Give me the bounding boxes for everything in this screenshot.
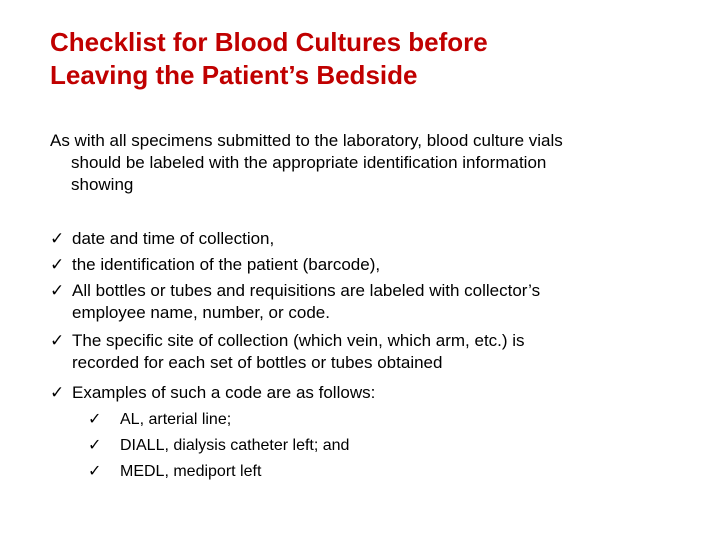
checklist-item <box>50 228 690 250</box>
checklist-item <box>50 254 690 276</box>
sub-item-text: MEDL, mediport left <box>120 463 262 480</box>
checklist-item <box>50 382 690 404</box>
sub-checklist-item <box>88 410 648 430</box>
title-line-1: Checklist for Blood Cultures before <box>50 27 488 57</box>
sub-item-text: DIALL, dialysis catheter left; and <box>120 437 350 454</box>
checklist-item <box>50 280 690 324</box>
checklist-item-text: The specific site of collection (which vein, which arm, etc.) is <box>72 331 525 350</box>
checklist-item-text: the identification of the patient (barcode), <box>72 255 381 274</box>
checkmark-icon: ✓ <box>50 281 65 300</box>
checkmark-icon: ✓ <box>50 383 65 402</box>
checklist-item-text-cont: employee name, number, or code. <box>72 303 330 322</box>
checklist-item-text: All bottles or tubes and requisitions are labeled with collector’s <box>72 281 541 300</box>
sub-checklist-item <box>88 462 648 482</box>
checkmark-icon: ✓ <box>88 411 102 428</box>
slide-title <box>50 26 690 92</box>
checkmark-icon: ✓ <box>88 463 102 480</box>
title-line-2: Leaving the Patient’s Bedside <box>50 60 418 90</box>
checklist-item-text: Examples of such a code are as follows: <box>72 383 376 402</box>
checkmark-icon: ✓ <box>50 229 65 248</box>
checklist-item-text-cont: recorded for each set of bottles or tubes obtained <box>72 353 443 372</box>
intro-line-3: showing <box>71 175 134 194</box>
intro-paragraph <box>50 130 670 196</box>
checkmark-icon: ✓ <box>50 255 65 274</box>
checkmark-icon: ✓ <box>88 437 102 454</box>
intro-line-2: should be labeled with the appropriate identification information <box>71 153 547 172</box>
checkmark-icon: ✓ <box>50 331 65 350</box>
intro-line-1: As with all specimens submitted to the laboratory, blood culture vials <box>50 131 563 150</box>
sub-item-text: AL, arterial line; <box>120 411 232 428</box>
checklist-item <box>50 330 690 374</box>
checklist-item-text: date and time of collection, <box>72 229 275 248</box>
sub-checklist-item <box>88 436 648 456</box>
